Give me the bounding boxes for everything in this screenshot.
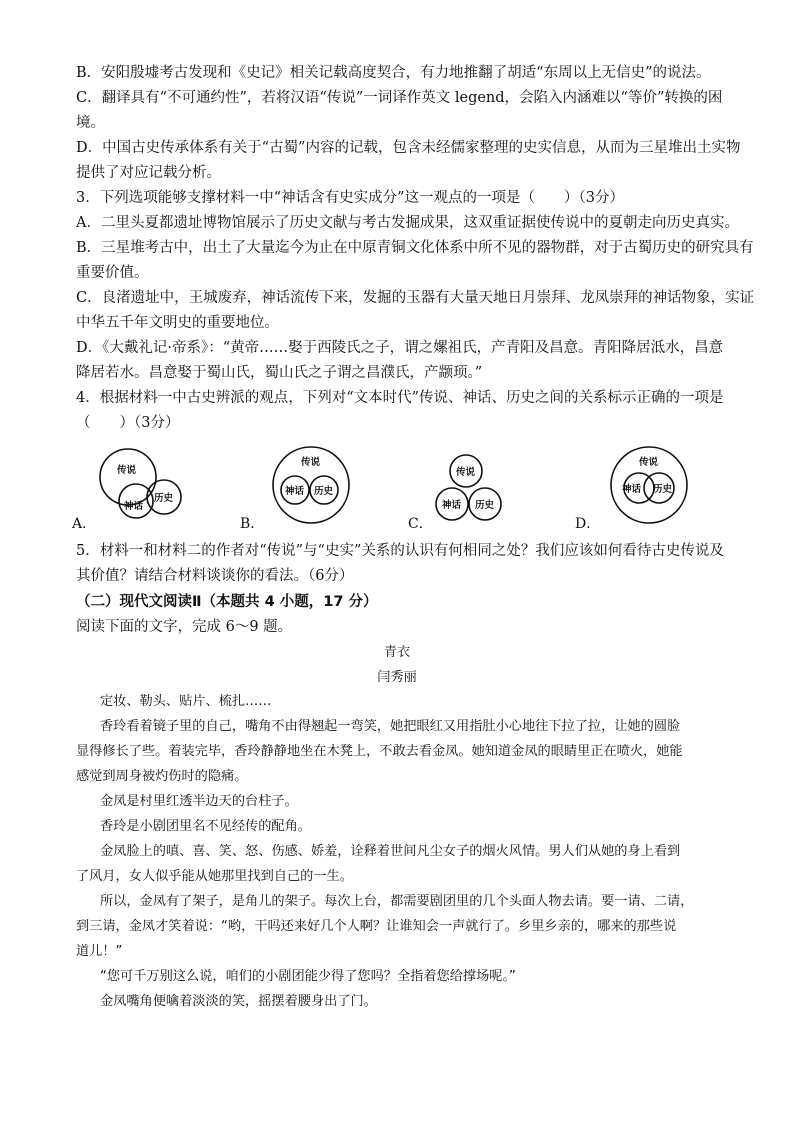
story-para-2-line-2: 显得修长了些。着装完毕，香玲静静地坐在木凳上，不敢去看金凤。她知道金凤的眼睛里正在喷火，她能 — [76, 744, 683, 759]
q3-option-c-2: 中华五千年文明史的重要地位。 — [76, 315, 279, 331]
story-para-7: “您可千万别这么说，咱们的小剧团能少得了您吗？全指着您给撑场呢。” — [100, 969, 516, 984]
venn-c — [430, 443, 550, 533]
label-shenhua: 神话 — [124, 501, 144, 512]
q3-option-b-1: B．三星堆考古中，出土了大量迄今为止在中原青铜文化体系中所不见的器物群，对于古蜀历史的研究具有 — [76, 240, 754, 256]
question-5-2: 其价值？请结合材料谈谈你的看法。（6分） — [76, 568, 354, 584]
reading-instruction: 阅读下面的文字，完成 6～9 题。 — [76, 619, 293, 635]
label-shenhua: 神话 — [442, 500, 462, 511]
story-para-6-line-3: 道儿！” — [76, 944, 123, 959]
option-d-line-1: D．中国古史传承体系有关于“古蜀”内容的记载，包含未经儒家整理的史实信息，从而为三星堆出土实物 — [76, 140, 741, 156]
story-author: 闫秀丽 — [377, 670, 417, 685]
option-letter: B． — [240, 516, 265, 532]
question-4-blank: （ ）（3分） — [76, 415, 180, 431]
question-3: 3．下列选项能够支撑材料一中“神话含有史实成分”这一观点的一项是（ ）（3分） — [76, 190, 625, 206]
option-letter: D． — [575, 516, 601, 532]
label-lishi: 历史 — [653, 484, 673, 495]
option-c-line-2: 境。 — [76, 115, 105, 131]
q3-option-b-2: 重要价值。 — [76, 265, 149, 281]
story-para-2-line-3: 感觉到周身被灼伤时的隐痛。 — [76, 769, 248, 784]
story-para-5-line-2: 了风月，女人似乎能从她那里找到自己的一生。 — [76, 869, 353, 884]
story-para-2-line-1: 香玲看着镜子里的自己，嘴角不由得翘起一弯笑，她把眼红又用指肚小心地往下拉了拉，让她的圆脸 — [100, 719, 681, 734]
story-para-6-line-2: 到三请，金凤才笑着说：“哟，干吗还来好几个人啊？让谁知会一声就行了。乡里乡亲的，哪来的那些说 — [76, 919, 677, 934]
story-para-4: 香玲是小剧团里名不见经传的配角。 — [100, 819, 311, 834]
option-b-line: B．安阳殷墟考古发现和《史记》相关记载高度契合，有力地推翻了胡适“东周以上无信史”的说法。 — [76, 65, 711, 81]
story-para-8: 金凤嘴角便噙着淡淡的笑，摇摆着腰身出了门。 — [100, 994, 377, 1009]
q3-option-a: A．二里头夏都遗址博物馆展示了历史文献与考古发掘成果，这双重证据使传说中的夏朝走向历史真实。 — [76, 215, 739, 231]
label-shenhua: 神话 — [285, 486, 305, 497]
story-para-5-line-1: 金凤脸上的嗔、喜、笑、怒、伤感、娇羞，诠释着世间凡尘女子的烟火风情。男人们从她的身上看到 — [100, 844, 681, 859]
option-letter: C． — [408, 516, 433, 532]
story-para-3: 金凤是村里红透半边天的台柱子。 — [100, 794, 298, 809]
label-lishi: 历史 — [154, 493, 174, 504]
label-chuanshuo: 传说 — [639, 457, 659, 468]
story-para-6-line-1: 所以，金凤有了架子，是角儿的架子。每次上台，都需要剧团里的几个头面人物去请。要一请、二请， — [100, 894, 694, 909]
venn-a — [92, 443, 212, 533]
label-chuanshuo: 传说 — [456, 467, 476, 478]
q3-option-d-2: 降居若水。昌意娶于蜀山氏，蜀山氏之子谓之昌濮氏，产颛顼。” — [76, 365, 483, 381]
venn-b — [265, 443, 385, 533]
story-title: 青衣 — [383, 645, 411, 660]
story-para-1: 定妆、勒头、贴片、梳扎…… — [100, 694, 272, 709]
section-heading: （二）现代文阅读Ⅱ（本题共 4 小题，17 分） — [76, 594, 378, 610]
option-c-line-1: C．翻译具有“不可通约性”，若将汉语“传说”一词译作英文 legend，会陷入内涵难以“等价”转换的困 — [76, 90, 723, 106]
question-4: 4．根据材料一中古史辨派的观点，下列对“文本时代”传说、神话、历史之间的关系标示正确的一项是 — [76, 390, 724, 406]
label-lishi: 历史 — [475, 500, 495, 511]
label-shenhua: 神话 — [622, 484, 642, 495]
q3-option-d-1: D．《大戴礼记·帝系》：“黄帝……娶于西陵氏之子，谓之嫘祖氏，产青阳及昌意。青阳降居泜水，昌意 — [76, 340, 724, 356]
q3-option-c-1: C．良渚遗址中，王城废弃，神话流传下来，发掘的玉器有大量天地日月崇拜、龙凤崇拜的神话物象，实证 — [76, 290, 755, 306]
venn-d — [603, 443, 723, 533]
label-chuanshuo: 传说 — [117, 465, 137, 476]
label-lishi: 历史 — [314, 486, 334, 497]
option-d-line-2: 提供了对应记载分析。 — [76, 165, 221, 181]
option-letter: A． — [72, 516, 97, 532]
question-5-1: 5．材料一和材料二的作者对“传说”与“史实”关系的认识有何相同之处？我们应该如何看待古史传说及 — [76, 543, 724, 559]
label-chuanshuo: 传说 — [301, 457, 321, 468]
